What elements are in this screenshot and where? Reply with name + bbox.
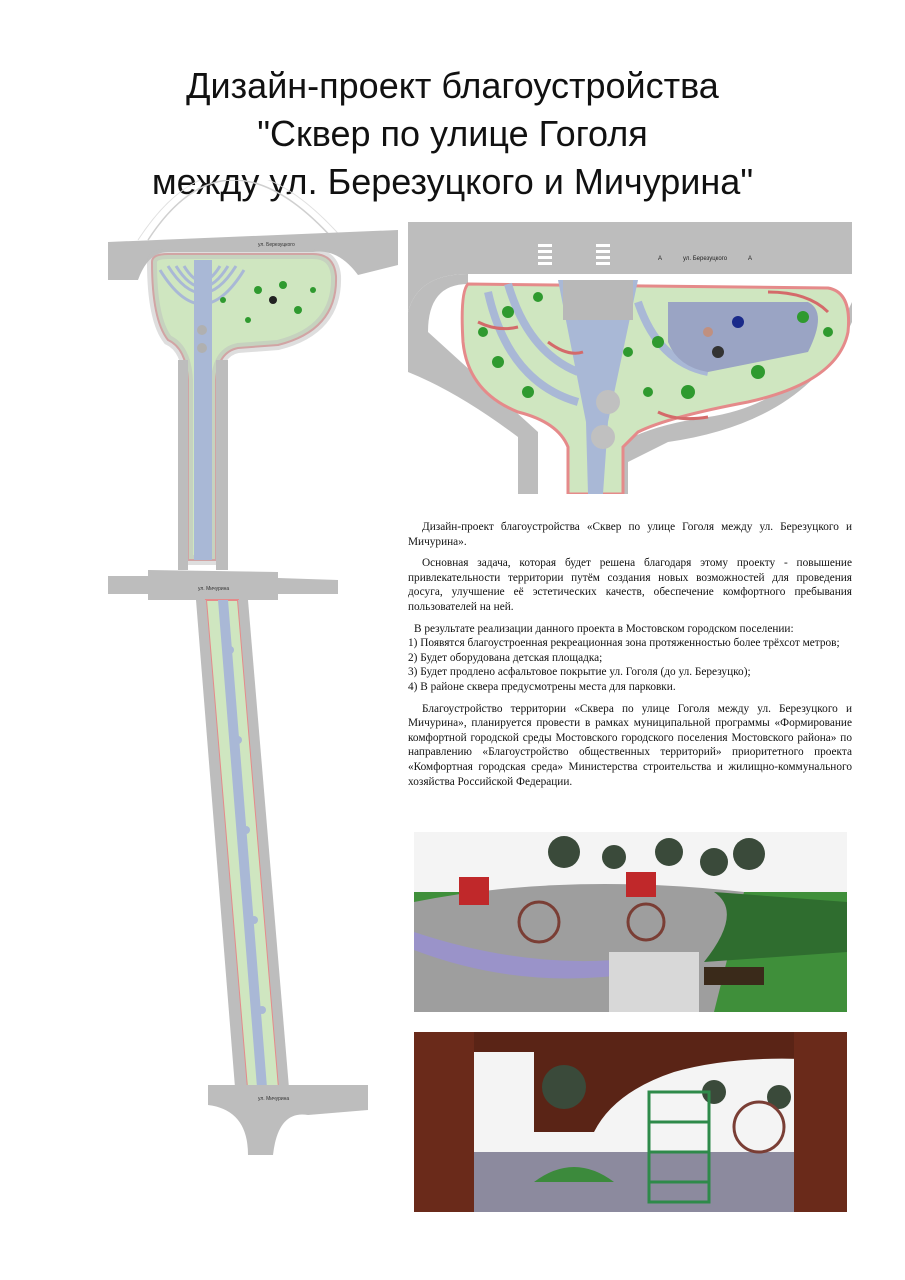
render1-bench bbox=[704, 967, 764, 985]
description-paragraph-1: Дизайн-проект благоустройства «Сквер по улице Гоголя между ул. Березуцкого и Мичурина». bbox=[408, 521, 852, 548]
plaza-circle-2 bbox=[197, 343, 207, 353]
list-item: 1) Появятся благоустроенная рекреационная зона протяженностью более трёхсот метров; bbox=[408, 637, 840, 650]
description-paragraph-3: В результате реализации данного проекта в Мостовском городском поселении: bbox=[414, 622, 794, 635]
road-left-upper bbox=[178, 360, 188, 570]
playground-item-2 bbox=[712, 346, 724, 358]
detail-marker-right: А bbox=[748, 256, 753, 262]
road-middle bbox=[148, 570, 278, 600]
detail-round-2 bbox=[591, 425, 615, 449]
detail-plaza bbox=[563, 280, 633, 320]
render2-pergola-right bbox=[794, 1032, 847, 1212]
playground-render bbox=[414, 832, 847, 1012]
plan-arc-outline-2 bbox=[138, 180, 344, 240]
detail-marker-left: А bbox=[658, 256, 663, 262]
street-top-label: ул. Березуцкого bbox=[258, 242, 295, 248]
pergola-render bbox=[414, 1032, 847, 1212]
main-alley-upper bbox=[194, 260, 212, 560]
list-item: 3) Будет продлено асфальтовое покрытие ул. Гоголя (до ул. Березуцко); bbox=[408, 666, 751, 679]
site-plan-detail bbox=[408, 222, 852, 494]
render1-play-house bbox=[459, 877, 489, 905]
street-mid-label: ул. Мичурина bbox=[198, 586, 230, 592]
playground-item-1 bbox=[732, 316, 744, 328]
site-plan-overall bbox=[108, 180, 398, 1160]
render1-play-tower bbox=[626, 872, 656, 897]
title-line-2: "Сквер по улице Гоголя bbox=[257, 113, 648, 154]
playground-item-3 bbox=[703, 327, 713, 337]
detail-street-label: ул. Березуцкого bbox=[683, 256, 728, 262]
playground-feature bbox=[269, 296, 277, 304]
render2-pavement bbox=[414, 1152, 847, 1212]
results-list bbox=[408, 636, 852, 694]
street-bottom-label: ул. Мичурина bbox=[258, 1096, 290, 1102]
plan-arc-outline bbox=[148, 180, 334, 240]
description-paragraph-4: Благоустройство территории «Сквера по улице Гоголя между ул. Березуцкого и Мичурина», планируется провести в рамках муниципальной программы «Формирование комфортной городской среды Мостовского городского поселения Мостовского района» по направлению «Благоустройство общественных территорий» приоритетного проекта «Комфортная городская среда» Министерства строительства и жилищно-коммунального хозяйства Российской Федерации. bbox=[408, 702, 852, 788]
title-line-3: между ул. Березуцкого и Мичурина" bbox=[151, 161, 754, 202]
list-item: 2) Будет оборудована детская площадка; bbox=[408, 651, 603, 664]
title-line-1: Дизайн-проект благоустройства bbox=[186, 65, 719, 106]
render2-pergola-left bbox=[414, 1032, 474, 1212]
render1-hedge bbox=[704, 892, 847, 962]
project-description bbox=[408, 520, 852, 796]
description-paragraph-2: Основная задача, которая будет решена благодаря этому проекту - повышение привлекательности территории путём создания новых возможностей для проведения досуга, улучшение её эстетических качеств, обеспечение комфортного пребывания пользователей на ней. bbox=[408, 557, 852, 613]
render1-tiles bbox=[609, 952, 699, 1012]
detail-round-1 bbox=[596, 390, 620, 414]
plaza-circle-1 bbox=[197, 325, 207, 335]
list-item: 4) В районе сквера предусмотрены места для парковки. bbox=[408, 680, 676, 693]
road-right-upper bbox=[216, 360, 228, 570]
